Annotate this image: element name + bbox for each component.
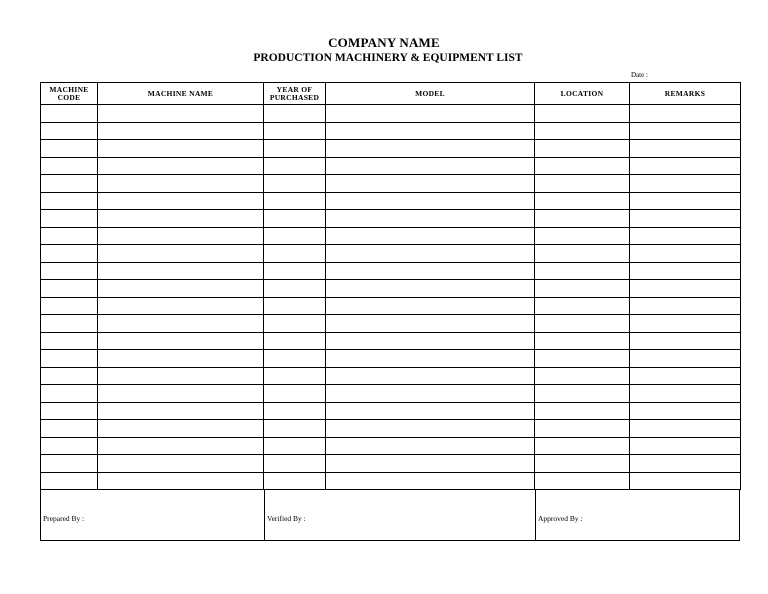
cell-location[interactable]	[535, 210, 630, 228]
column-header-machine-name	[98, 83, 264, 105]
cell-model[interactable]	[326, 280, 535, 298]
cell-remarks[interactable]	[630, 455, 741, 473]
cell-year[interactable]	[264, 227, 326, 245]
cell-code[interactable]	[41, 402, 98, 420]
prepared-by-section	[41, 490, 264, 540]
column-header-location	[535, 83, 630, 105]
cell-year[interactable]	[264, 105, 326, 123]
column-header-machine-code	[41, 83, 98, 105]
cell-remarks[interactable]	[630, 437, 741, 455]
cell-name[interactable]	[98, 315, 264, 333]
cell-location[interactable]	[535, 455, 630, 473]
date-label: Date :	[631, 71, 648, 79]
cell-location[interactable]	[535, 175, 630, 193]
company-name: COMPANY NAME	[328, 35, 440, 50]
cell-model[interactable]	[326, 315, 535, 333]
cell-year[interactable]	[264, 455, 326, 473]
cell-code[interactable]	[41, 437, 98, 455]
cell-location[interactable]	[535, 227, 630, 245]
cell-code[interactable]	[41, 122, 98, 140]
approved-by-section	[535, 490, 740, 540]
cell-code[interactable]	[41, 175, 98, 193]
cell-code[interactable]	[41, 297, 98, 315]
table-row	[41, 140, 741, 158]
table-row	[41, 367, 741, 385]
document-title: PRODUCTION MACHINERY & EQUIPMENT LIST	[253, 52, 523, 64]
cell-name[interactable]	[98, 420, 264, 438]
table-row	[41, 350, 741, 368]
cell-name[interactable]	[98, 437, 264, 455]
cell-name[interactable]	[98, 175, 264, 193]
cell-code[interactable]	[41, 350, 98, 368]
cell-year[interactable]	[264, 402, 326, 420]
cell-name[interactable]	[98, 192, 264, 210]
column-header-label: LOCATION	[560, 88, 604, 98]
cell-model[interactable]	[326, 402, 535, 420]
cell-model[interactable]	[326, 227, 535, 245]
cell-location[interactable]	[535, 192, 630, 210]
cell-name[interactable]	[98, 332, 264, 350]
table-body	[41, 105, 741, 490]
cell-code[interactable]	[41, 315, 98, 333]
cell-name[interactable]	[98, 105, 264, 123]
cell-location[interactable]	[535, 315, 630, 333]
cell-location[interactable]	[535, 472, 630, 490]
table-row	[41, 122, 741, 140]
cell-name[interactable]	[98, 455, 264, 473]
cell-code[interactable]	[41, 262, 98, 280]
cell-code[interactable]	[41, 332, 98, 350]
cell-code[interactable]	[41, 367, 98, 385]
cell-remarks[interactable]	[630, 332, 741, 350]
cell-year[interactable]	[264, 315, 326, 333]
cell-remarks[interactable]	[630, 157, 741, 175]
table-row	[41, 455, 741, 473]
cell-remarks[interactable]	[630, 297, 741, 315]
table-row	[41, 227, 741, 245]
cell-model[interactable]	[326, 385, 535, 403]
cell-model[interactable]	[326, 455, 535, 473]
cell-remarks[interactable]	[630, 227, 741, 245]
cell-code[interactable]	[41, 472, 98, 490]
cell-location[interactable]	[535, 280, 630, 298]
cell-model[interactable]	[326, 262, 535, 280]
cell-code[interactable]	[41, 227, 98, 245]
table-row	[41, 280, 741, 298]
cell-location[interactable]	[535, 262, 630, 280]
cell-name[interactable]	[98, 472, 264, 490]
cell-year[interactable]	[264, 122, 326, 140]
cell-model[interactable]	[326, 175, 535, 193]
cell-remarks[interactable]	[630, 192, 741, 210]
cell-year[interactable]	[264, 437, 326, 455]
cell-name[interactable]	[98, 262, 264, 280]
table-row	[41, 192, 741, 210]
cell-model[interactable]	[326, 140, 535, 158]
cell-remarks[interactable]	[630, 420, 741, 438]
cell-year[interactable]	[264, 385, 326, 403]
cell-model[interactable]	[326, 122, 535, 140]
cell-year[interactable]	[264, 245, 326, 263]
cell-location[interactable]	[535, 140, 630, 158]
table-row	[41, 472, 741, 490]
cell-year[interactable]	[264, 262, 326, 280]
cell-name[interactable]	[98, 245, 264, 263]
cell-model[interactable]	[326, 437, 535, 455]
column-header-label: YEAR OF PURCHASED	[269, 84, 320, 102]
cell-remarks[interactable]	[630, 122, 741, 140]
cell-remarks[interactable]	[630, 472, 741, 490]
cell-remarks[interactable]	[630, 245, 741, 263]
cell-model[interactable]	[326, 472, 535, 490]
cell-model[interactable]	[326, 210, 535, 228]
cell-location[interactable]	[535, 297, 630, 315]
table-row	[41, 437, 741, 455]
cell-name[interactable]	[98, 350, 264, 368]
cell-year[interactable]	[264, 472, 326, 490]
table-row	[41, 402, 741, 420]
cell-location[interactable]	[535, 420, 630, 438]
cell-location[interactable]	[535, 437, 630, 455]
cell-location[interactable]	[535, 122, 630, 140]
cell-code[interactable]	[41, 280, 98, 298]
table-row	[41, 262, 741, 280]
cell-model[interactable]	[326, 297, 535, 315]
cell-remarks[interactable]	[630, 385, 741, 403]
cell-code[interactable]	[41, 455, 98, 473]
cell-remarks[interactable]	[630, 367, 741, 385]
table-row	[41, 385, 741, 403]
table-row	[41, 157, 741, 175]
cell-name[interactable]	[98, 402, 264, 420]
cell-year[interactable]	[264, 420, 326, 438]
prepared-by-label: Prepared By :	[43, 514, 85, 523]
cell-name[interactable]	[98, 280, 264, 298]
table-row	[41, 332, 741, 350]
table-row	[41, 297, 741, 315]
cell-year[interactable]	[264, 332, 326, 350]
cell-code[interactable]	[41, 105, 98, 123]
cell-remarks[interactable]	[630, 210, 741, 228]
table-row	[41, 210, 741, 228]
cell-name[interactable]	[98, 367, 264, 385]
cell-year[interactable]	[264, 280, 326, 298]
cell-name[interactable]	[98, 140, 264, 158]
cell-remarks[interactable]	[630, 262, 741, 280]
cell-name[interactable]	[98, 385, 264, 403]
cell-model[interactable]	[326, 105, 535, 123]
cell-code[interactable]	[41, 140, 98, 158]
column-header-remarks	[630, 83, 741, 105]
cell-name[interactable]	[98, 210, 264, 228]
cell-code[interactable]	[41, 385, 98, 403]
cell-model[interactable]	[326, 332, 535, 350]
cell-code[interactable]	[41, 245, 98, 263]
signature-box	[40, 489, 740, 541]
cell-year[interactable]	[264, 192, 326, 210]
cell-remarks[interactable]	[630, 105, 741, 123]
cell-code[interactable]	[41, 192, 98, 210]
cell-location[interactable]	[535, 105, 630, 123]
column-header-label: MODEL	[415, 88, 445, 98]
cell-year[interactable]	[264, 367, 326, 385]
cell-location[interactable]	[535, 385, 630, 403]
cell-remarks[interactable]	[630, 350, 741, 368]
table-row	[41, 420, 741, 438]
table-header-row	[41, 83, 741, 105]
cell-remarks[interactable]	[630, 315, 741, 333]
cell-year[interactable]	[264, 140, 326, 158]
approved-by-label: Approved By :	[538, 514, 583, 523]
equipment-table	[40, 82, 741, 490]
cell-year[interactable]	[264, 157, 326, 175]
cell-year[interactable]	[264, 210, 326, 228]
table-row	[41, 245, 741, 263]
cell-model[interactable]	[326, 367, 535, 385]
cell-location[interactable]	[535, 332, 630, 350]
cell-year[interactable]	[264, 297, 326, 315]
cell-location[interactable]	[535, 157, 630, 175]
cell-model[interactable]	[326, 157, 535, 175]
table-row	[41, 105, 741, 123]
cell-model[interactable]	[326, 420, 535, 438]
column-header-label: MACHINE CODE	[49, 84, 89, 102]
cell-location[interactable]	[535, 245, 630, 263]
cell-name[interactable]	[98, 157, 264, 175]
table-row	[41, 315, 741, 333]
cell-name[interactable]	[98, 227, 264, 245]
cell-code[interactable]	[41, 420, 98, 438]
column-header-label: REMARKS	[664, 88, 706, 98]
cell-code[interactable]	[41, 157, 98, 175]
cell-year[interactable]	[264, 350, 326, 368]
cell-location[interactable]	[535, 367, 630, 385]
cell-model[interactable]	[326, 192, 535, 210]
cell-year[interactable]	[264, 175, 326, 193]
cell-location[interactable]	[535, 402, 630, 420]
verified-by-label: Verified By :	[267, 514, 306, 523]
cell-remarks[interactable]	[630, 280, 741, 298]
column-header-label: MACHINE NAME	[147, 88, 214, 98]
table-row	[41, 175, 741, 193]
cell-model[interactable]	[326, 350, 535, 368]
cell-remarks[interactable]	[630, 140, 741, 158]
verified-by-section	[264, 490, 536, 540]
cell-code[interactable]	[41, 210, 98, 228]
column-header-year-of-purchased	[264, 83, 326, 105]
cell-model[interactable]	[326, 245, 535, 263]
cell-name[interactable]	[98, 122, 264, 140]
column-header-model	[326, 83, 535, 105]
cell-location[interactable]	[535, 350, 630, 368]
cell-remarks[interactable]	[630, 175, 741, 193]
cell-name[interactable]	[98, 297, 264, 315]
cell-remarks[interactable]	[630, 402, 741, 420]
